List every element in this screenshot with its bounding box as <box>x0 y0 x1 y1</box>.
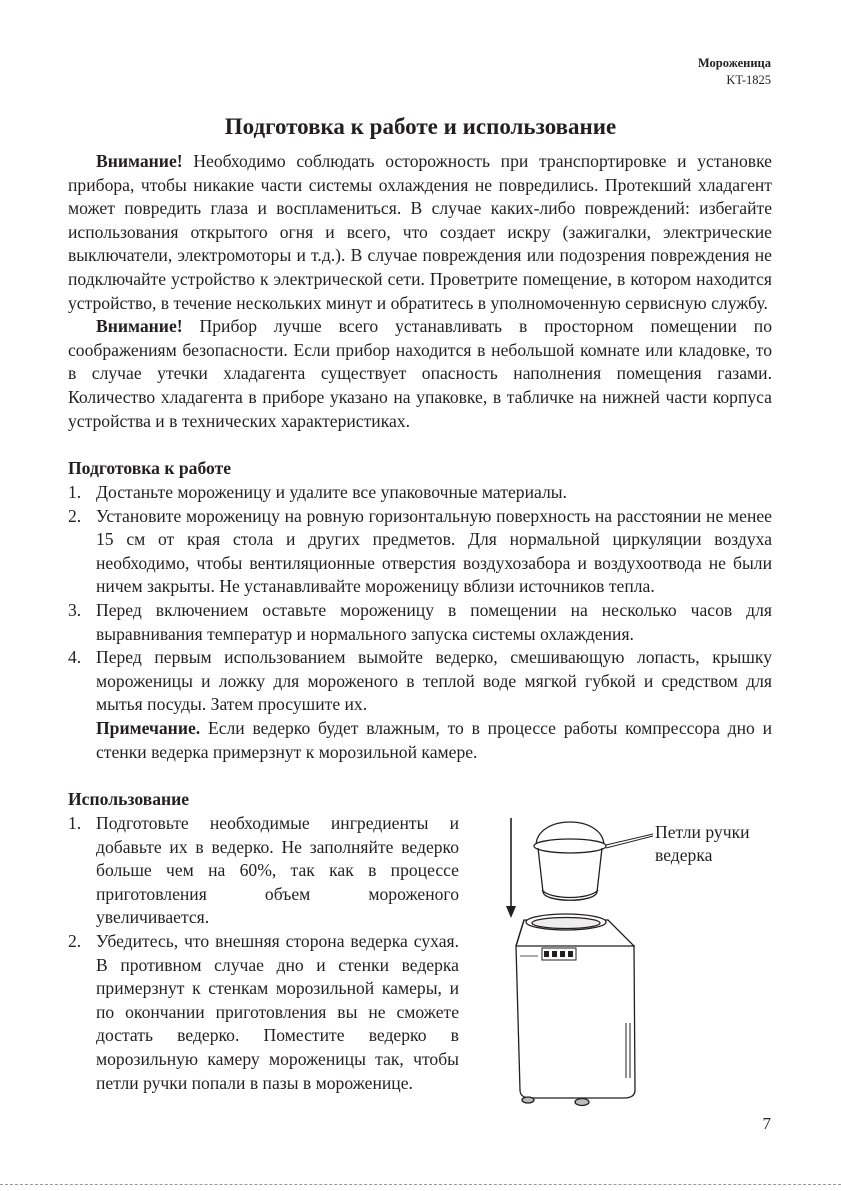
list-item-number: 4. <box>68 647 82 668</box>
list-item-number: 3. <box>68 599 82 620</box>
bowl-icon <box>534 822 606 900</box>
usage-heading: Использование <box>68 789 190 809</box>
list-item <box>68 812 459 930</box>
page-title: Подготовка к работе и использование <box>224 114 617 139</box>
list-item-number: 1. <box>68 482 82 502</box>
warning-label-1: Внимание! <box>96 151 183 171</box>
list-item <box>68 599 772 646</box>
list-item-text: Убедитесь, что внешняя сторона ведерка сухая. В противном случае дно и стенки ведерка примерзнут к стенкам морозильной камеры, и по окончании приготовления вы не сможете достать ведерко. Поместите ведерко в морозильную камеру мороженицы так, чтобы петли ручки попали в пазы в мороженице. <box>96 930 459 1093</box>
note-label: Примечание. <box>96 717 201 738</box>
list-item-text: Перед первым использованием вымойте ведерко, смешивающую лопасть, крышку мороженицы и ложку для мороженого в теплой воде мягкой губкой и средством для мытья посуды. Затем просушите их. <box>96 647 772 715</box>
list-item-text: Подготовьте необходимые ингредиенты и добавьте их в ведерко. Не заполняйте ведерко больше чем на 60%, так как в процессе приготовления объем мороженого увеличивается. <box>96 813 459 928</box>
usage-list <box>68 812 459 1095</box>
list-item <box>68 930 459 1095</box>
warning-text-1: Необходимо соблюдать осторожность при транспортировке и установке прибора, чтобы никакие части системы охлаждения не повредились. Протекший хладагент может повредить глаза и воспламениться. В случае каких-либо повреждений: избегайте использования открытого огня и всего, что создает искру (зажигалки, электрические выключатели, электромоторы и т.д.). В случае повреждения или подозрения повреждения не подключайте устройство к электрической сети. Проветрите помещение, в котором находится устройство, в течение нескольких минут и обратитесь в уполномоченную сервисную службу. <box>68 151 772 313</box>
list-item-text: Установите мороженицу на ровную горизонтальную поверхность на расстоянии не менее 15 см от края стола и других предметов. Для нормальной циркуляции воздуха необходимо, чтобы вентиляционные отверстия воздухозабора и воздухоотвода не были ничем закрыты. Не устанавливайте мороженицу вблизи источников тепла. <box>96 505 772 597</box>
warning-paragraph-2 <box>68 315 772 433</box>
list-item-text: Достаньте мороженицу и удалите все упаковочные материалы. <box>96 482 567 502</box>
list-item <box>68 481 772 505</box>
note-text: Если ведерко будет влажным, то в процессе работы компрессора дно и стенки ведерка примерзнут к морозильной камере. <box>96 717 772 762</box>
figure-label-line-1: Петли ручки <box>655 822 750 842</box>
warnings-block <box>68 150 772 433</box>
header-model-number: KT-1825 <box>726 73 771 87</box>
page-number: 7 <box>762 1114 771 1133</box>
warning-label-2: Внимание! <box>96 316 183 337</box>
warning-paragraph-1 <box>68 150 772 315</box>
insert-arrow-icon <box>506 818 516 918</box>
list-item-number: 2. <box>68 505 82 526</box>
header-product-name: Мороженица <box>697 56 771 70</box>
list-item <box>68 646 772 717</box>
preparation-list <box>68 481 772 764</box>
preparation-heading: Подготовка к работе <box>68 458 232 478</box>
page-bottom-rule <box>0 1184 841 1185</box>
list-item-number: 2. <box>68 930 82 951</box>
list-item-number: 1. <box>68 813 82 833</box>
figure-label-line-2: ведерка <box>655 845 713 865</box>
figure-label <box>655 821 750 867</box>
warning-text-2: Прибор лучше всего устанавливать в просторном помещении по соображениям безопасности. Если прибор находится в небольшой комнате или кладовке, то в случае утечки хладагента существует опасность наполнения помещения газами. Количество хладагента в приборе указано на упаковке, в табличке на нижней части корпуса устройства и в технических характеристиках. <box>68 316 772 431</box>
preparation-note <box>68 717 772 764</box>
list-item-text: Перед включением оставьте мороженицу в помещении на несколько часов для выравнивания температур и нормального запуска системы охлаждения. <box>96 599 772 644</box>
list-item <box>68 505 772 599</box>
ice-cream-maker-icon <box>516 914 635 1106</box>
